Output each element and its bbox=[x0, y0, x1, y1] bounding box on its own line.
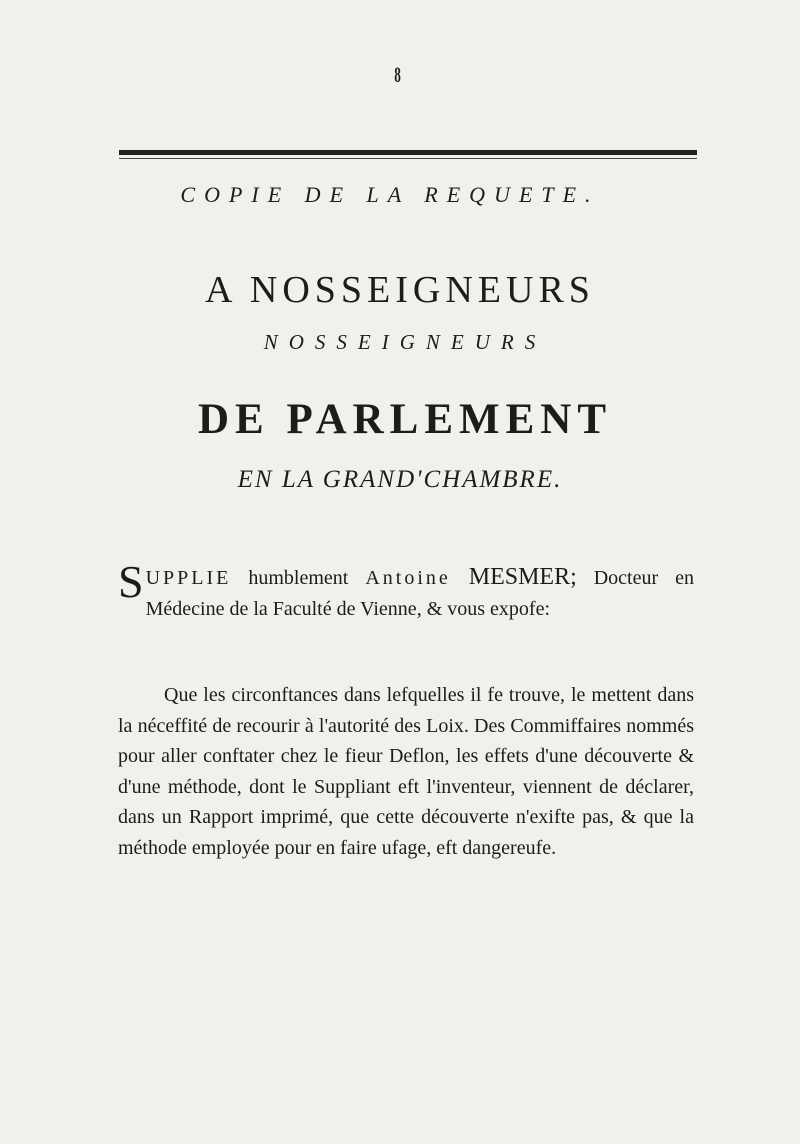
page-mark: 8 bbox=[394, 62, 401, 87]
humblement-text: humblement bbox=[231, 567, 366, 589]
a-nosseigneurs-heading: A NOSSEIGNEURS bbox=[205, 269, 595, 311]
de-parlement-heading: DE PARLEMENT bbox=[197, 396, 613, 443]
paragraph-circonstances: Que les circonftances dans lefquelles il fe trouve, le mettent dans la néceffité de recourir à l'autorité des Loix. Des Commiffaires nommés pour aller conftater chez le fieur Deflon, les effets d'une découverte & d'une méthode, dont le Suppliant eft l'inventeur, viennent de déclarer, dans un Rapport imprimé, que cette découverte n'exifte pas, & que la méthode employée pour en faire ufage, eft dangereufe. bbox=[118, 684, 694, 859]
nosseigneurs-italic-heading: NOSSEIGNEURS bbox=[263, 330, 547, 354]
header-rule-thin bbox=[119, 158, 697, 159]
dropcap: S bbox=[118, 556, 144, 607]
mesmer-name: MESMER; bbox=[450, 564, 577, 590]
upplie-text: UPPLIE bbox=[145, 567, 232, 589]
paragraph-supplie bbox=[118, 556, 695, 624]
header-rule-thick bbox=[119, 150, 697, 155]
grand-chambre-heading: EN LA GRAND'CHAMBRE. bbox=[237, 466, 563, 493]
copie-title: COPIE DE LA REQUETE. bbox=[180, 182, 600, 207]
paragraph1-rest: Docteur en Médecine de la Faculté de Vienne, & vous expofe: bbox=[145, 567, 695, 620]
antoine-name: Antoine bbox=[365, 567, 451, 589]
